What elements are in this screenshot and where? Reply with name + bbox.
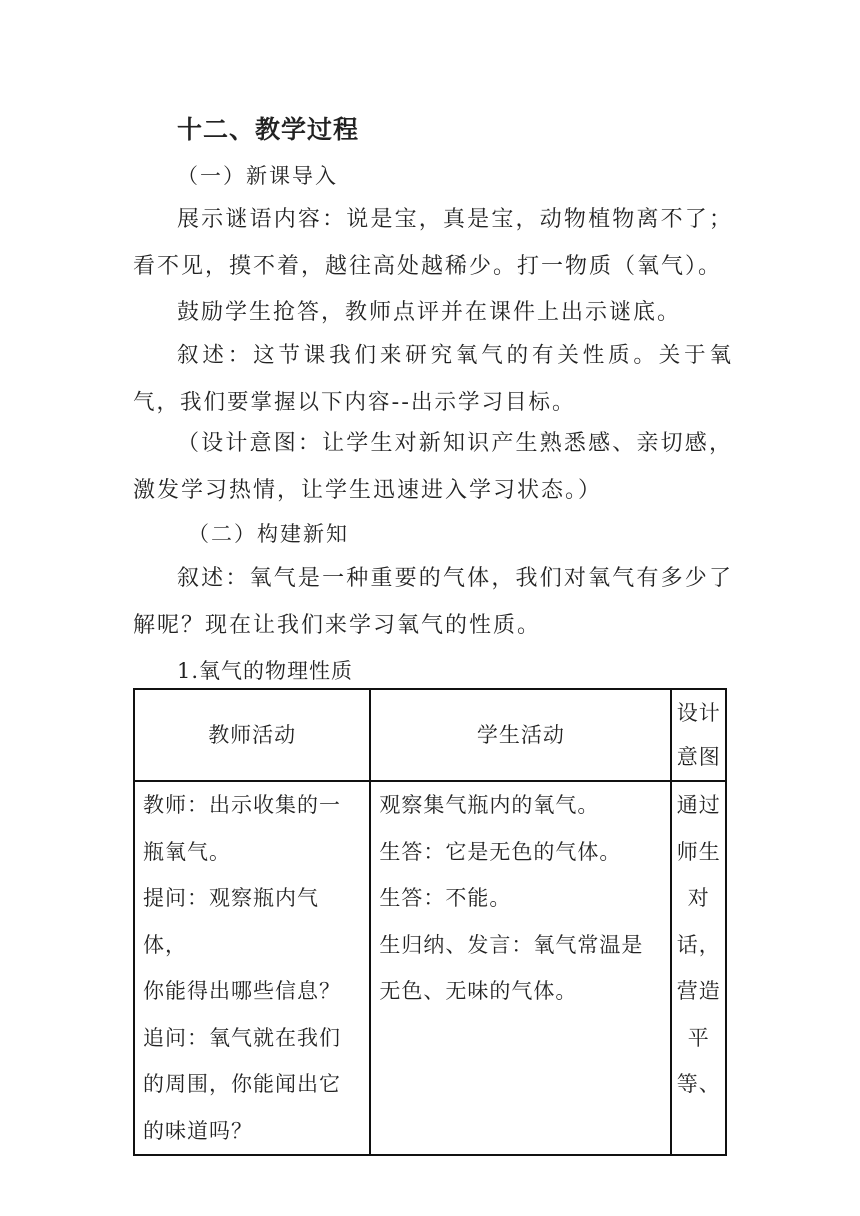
cell-line: 师生 — [676, 839, 721, 864]
table-row — [134, 781, 726, 1155]
cell-line: 营造 — [676, 979, 721, 1003]
teacher-activity-cell — [134, 781, 370, 1155]
header-design-intent-line: 设计 — [676, 701, 721, 725]
cell-line: 对 — [687, 886, 710, 910]
cell-line: 你能得出哪些信息？ — [143, 979, 341, 1003]
table-header-row — [134, 689, 726, 781]
cell-line: 观察集气瓶内的氧气。 — [379, 793, 600, 817]
riddle-paragraph: 展示谜语内容：说是宝，真是宝，动物植物离不了；看不见，摸不着，越往高处越稀少。打一物质（氧气）。 — [133, 207, 733, 279]
answer-paragraph: 鼓励学生抢答，教师点评并在课件上出示谜底。 — [177, 300, 682, 325]
cell-line: 的味道吗？ — [143, 1118, 253, 1143]
section-title: 十二、教学过程 — [177, 115, 360, 144]
cell-line: 无色、无味的气体。 — [379, 979, 578, 1003]
cell-line: 话， — [676, 932, 721, 957]
narration-paragraph: 叙述：这节课我们来研究氧气的有关性质。关于氧气，我们要掌握以下内容--出示学习目标。 — [133, 343, 733, 415]
header-design-intent-line: 意图 — [676, 745, 721, 769]
cell-line: 等、 — [676, 1072, 721, 1096]
cell-line: 的周围，你能闻出它 — [143, 1072, 341, 1096]
cell-line: 通过 — [676, 793, 721, 817]
header-design-intent — [671, 689, 726, 781]
subsection-heading-intro: （一）新课导入 — [177, 164, 338, 188]
subsection-heading-build: （二）构建新知 — [188, 522, 349, 546]
cell-line: 瓶氧气。 — [143, 839, 231, 864]
header-student-activity: 学生活动 — [370, 689, 671, 781]
cell-line: 追问：氧气就在我们 — [143, 1025, 341, 1050]
student-activity-cell — [370, 781, 671, 1155]
cell-line: 平 — [687, 1025, 710, 1050]
list-item-physical-properties: 1.氧气的物理性质 — [177, 659, 354, 683]
header-teacher-activity: 教师活动 — [134, 689, 370, 781]
cell-line: 提问：观察瓶内气体， — [143, 886, 319, 957]
design-intent-cell — [671, 781, 726, 1155]
activity-table — [133, 688, 727, 1156]
cell-line: 教师：出示收集的一 — [143, 793, 341, 817]
design-intent-paragraph: （设计意图：让学生对新知识产生熟悉感、亲切感，激发学习热情，让学生迅速进入学习状态。） — [133, 431, 733, 503]
oxygen-intro-paragraph: 叙述：氧气是一种重要的气体，我们对氧气有多少了解呢？现在让我们来学习氧气的性质。 — [133, 566, 733, 638]
cell-line: 生归纳、发言：氧气常温是 — [379, 932, 644, 957]
cell-line: 生答：不能。 — [379, 886, 512, 910]
cell-line: 生答：它是无色的气体。 — [379, 839, 622, 864]
